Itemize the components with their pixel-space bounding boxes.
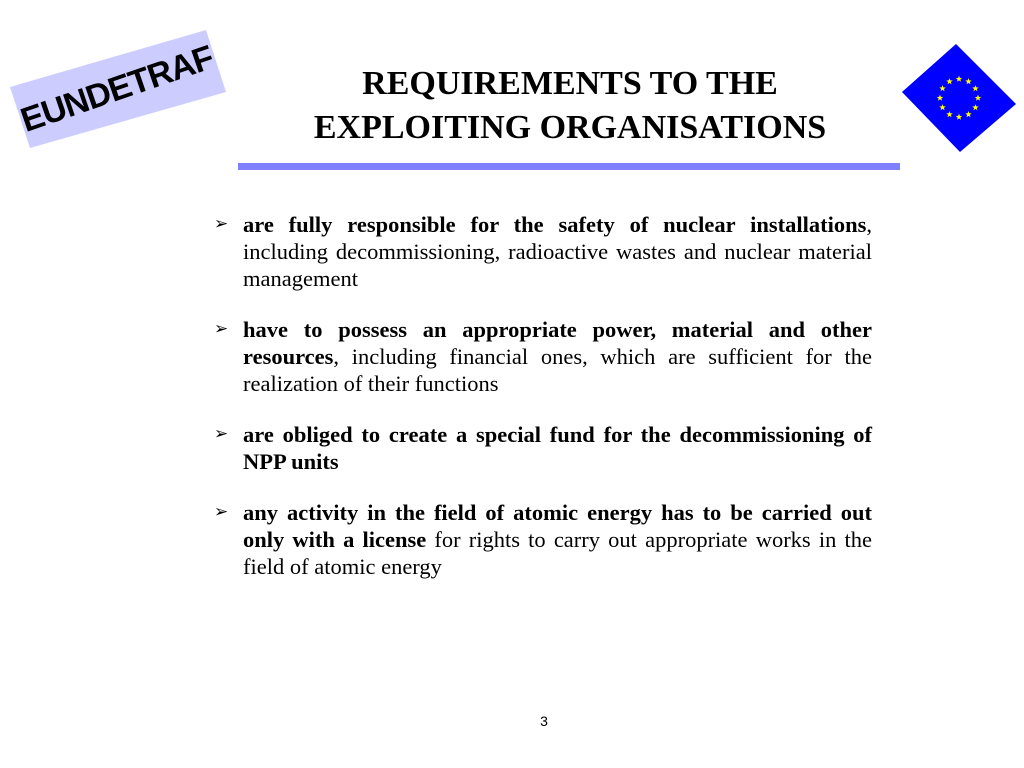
eu-flag-graphic xyxy=(900,42,1018,154)
bullet-text: for rights to carry out appropriate works in the field of atomic energy xyxy=(243,527,872,579)
arrow-bullet-icon: ➢ xyxy=(214,502,229,522)
bullet-bold-text: are obliged to create a special fund for the decommissioning of NPP units xyxy=(243,422,872,474)
title-underline xyxy=(238,163,900,170)
bullet-bold-text: any activity in the field of atomic energy has to be carried out only with a license xyxy=(243,500,872,552)
list-item xyxy=(214,316,872,397)
requirements-list xyxy=(214,211,872,604)
arrow-bullet-icon: ➢ xyxy=(214,319,229,339)
logo-text: EUNDETRAF xyxy=(15,38,219,140)
bullet-text: , including financial ones, which are sufficient for the realization of their functions xyxy=(243,344,872,396)
list-item xyxy=(214,421,872,475)
flag-field xyxy=(902,44,1016,152)
bullet-bold-text: have to possess an appropriate power, material and other resources xyxy=(243,317,872,369)
arrow-bullet-icon: ➢ xyxy=(214,424,229,444)
eundetraf-logo xyxy=(10,30,230,150)
eu-flag-icon xyxy=(900,42,1018,154)
title-line-2: EXPLOITING ORGANISATIONS xyxy=(313,109,827,146)
bullet-bold-text: are fully responsible for the safety of nuclear installations xyxy=(243,212,867,237)
list-item xyxy=(214,499,872,580)
page-title xyxy=(250,62,890,150)
bullet-text: , including decommissioning, radioactive wastes and nuclear material management xyxy=(243,212,872,291)
arrow-bullet-icon: ➢ xyxy=(214,214,229,234)
logo-graphic xyxy=(10,30,230,150)
title-line-1: REQUIREMENTS TO THE xyxy=(362,65,778,102)
page-number: 3 xyxy=(540,713,548,729)
list-item xyxy=(214,211,872,292)
